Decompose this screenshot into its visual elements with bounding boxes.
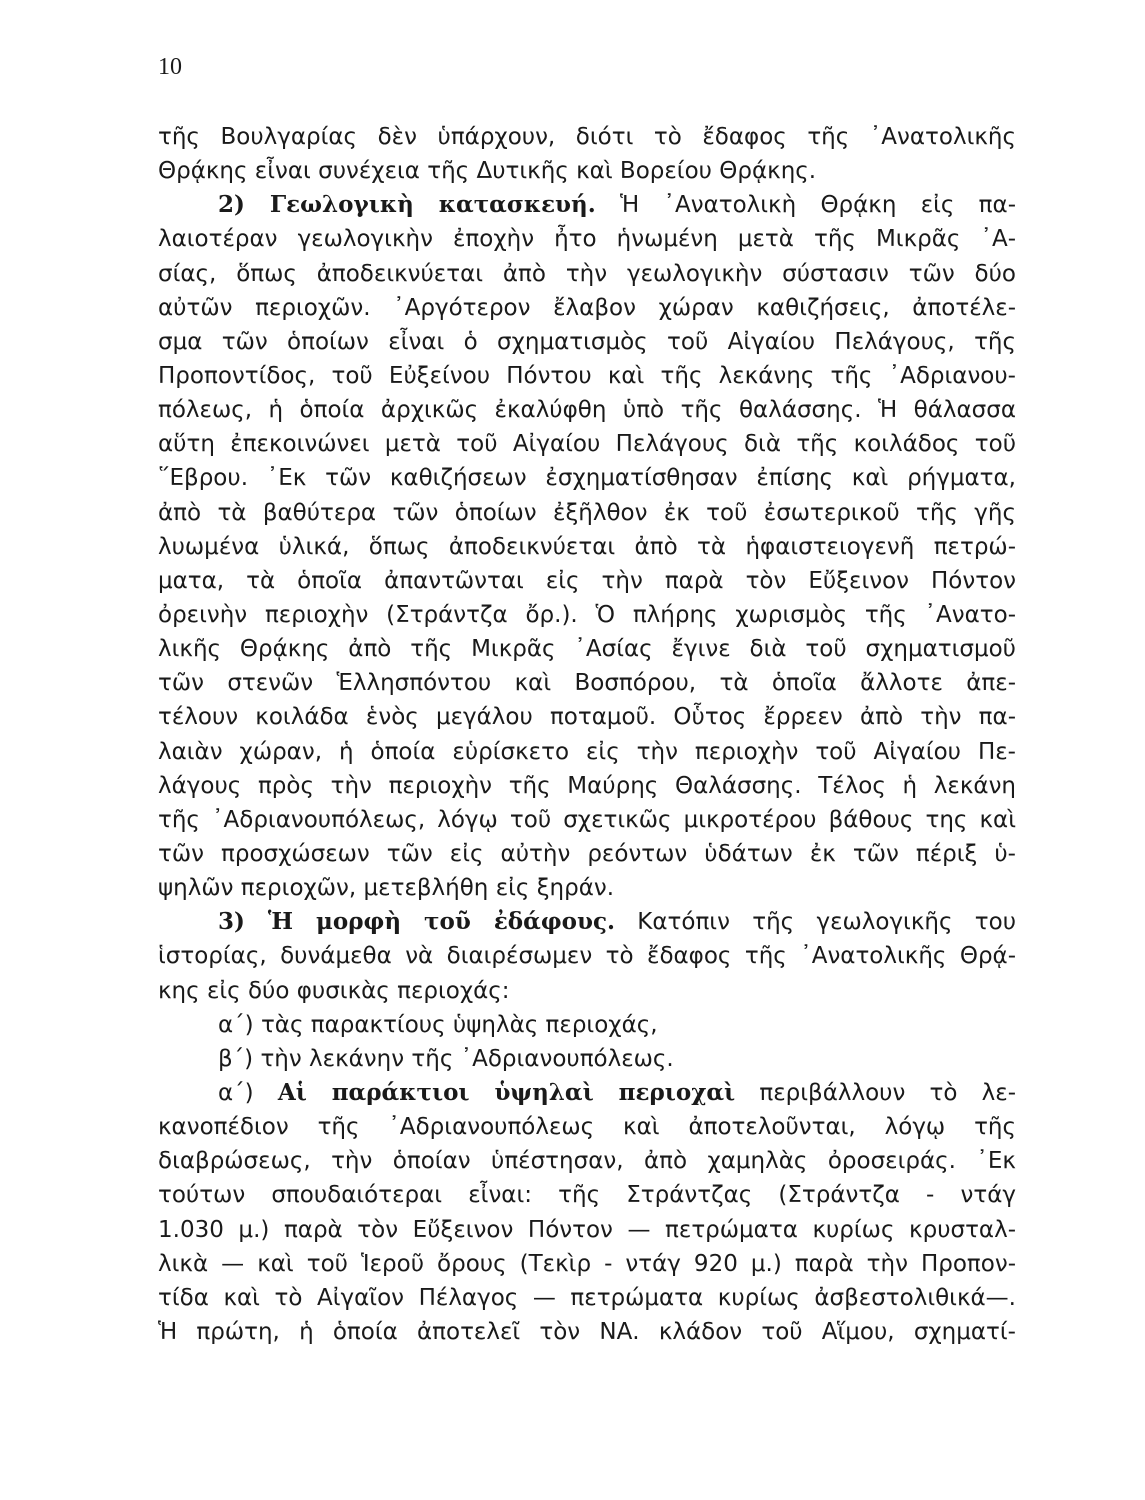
line-text: Ἡ ᾿Ανατολικὴ Θρᾴκη εἰς πα- [595, 192, 1016, 219]
text-line: ματα, τὰ ὁποῖα ἀπαντῶνται εἰς τὴν παρὰ τὸν Εὔξεινον Πόντον [158, 567, 1016, 594]
text-line: τῶν στενῶν Ἑλλησπόντου καὶ Βοσπόρου, τὰ ὁποῖα ἄλλοτε ἀπε- [158, 670, 1016, 697]
text-line: ἱστορίας, δυνάμεθα νὰ διαιρέσωμεν τὸ ἔδαφος τῆς ᾿Ανατολικῆς Θρᾴ- [158, 943, 1016, 970]
text-line [158, 905, 1016, 939]
text-line: λυωμένα ὑλικά, ὅπως ἀποδεικνύεται ἀπὸ τὰ ἡφαιστειογενῆ πετρώ- [158, 533, 1016, 560]
text-line: λικῆς Θρᾴκης ἀπὸ τῆς Μικρᾶς ᾿Ασίας ἔγινε διὰ τοῦ σχηματισμοῦ [158, 636, 1016, 663]
text-line: λαιὰν χώραν, ἡ ὁποία εὑρίσκετο εἰς τὴν περιοχὴν τοῦ Αἰγαίου Πε- [158, 738, 1016, 765]
text-line [158, 188, 1016, 222]
text-line: τίδα καὶ τὸ Αἰγαῖον Πέλαγος — πετρώματα κυρίως ἀσβεστολιθικά—. [158, 1284, 1016, 1311]
text-line: λικὰ — καὶ τοῦ Ἱεροῦ ὄρους (Τεκὶρ - ντάγ 920 μ.) παρὰ τὴν Προπον- [158, 1250, 1016, 1277]
text-line: ῞Εβρου. ᾿Εκ τῶν καθιζήσεων ἐσχηματίσθησαν ἐπίσης καὶ ρήγματα, [158, 465, 1016, 492]
text-line: λαιοτέραν γεωλογικὴν ἐποχὴν ἦτο ἡνωμένη μετὰ τῆς Μικρᾶς ᾿Α- [158, 226, 1016, 253]
text-line: κης εἰς δύο φυσικὰς περιοχάς: [158, 977, 510, 1004]
text-line: τῶν προσχώσεων τῶν εἰς αὐτὴν ρεόντων ὑδάτων ἐκ τῶν πέριξ ὑ- [158, 840, 1016, 867]
text-line: λάγους πρὸς τὴν περιοχὴν τῆς Μαύρης Θαλάσσης. Τέλος ἡ λεκάνη [158, 772, 1016, 799]
text-line: τούτων σπουδαιότεραι εἶναι: τῆς Στράντζας (Στράντζα - ντάγ [158, 1182, 1016, 1209]
text-line: σίας, ὅπως ἀποδεικνύεται ἀπὸ τὴν γεωλογικὴν σύστασιν τῶν δύο [158, 260, 1016, 287]
text-line: 1.030 μ.) παρὰ τὸν Εὔξεινον Πόντον — πετρώματα κυρίως κρυσταλ- [158, 1216, 1016, 1243]
text-line: τέλουν κοιλάδα ἑνὸς μεγάλου ποταμοῦ. Οὗτος ἔρρεεν ἀπὸ τὴν πα- [158, 704, 1016, 731]
text-line: τῆς Βουλγαρίας δὲν ὑπάρχουν, διότι τὸ ἔδαφος τῆς ᾿Ανατολικῆς [158, 124, 1016, 150]
line-text: Κατόπιν τῆς γεωλογικῆς του [614, 909, 1016, 936]
text-line: τῆς ᾿Αδριανουπόλεως, λόγῳ τοῦ σχετικῶς μικροτέρου βάθους της καὶ [158, 806, 1016, 833]
text-line: Θρᾴκης εἶναι συνέχεια τῆς Δυτικῆς καὶ Βορείου Θρᾴκης. [158, 158, 817, 185]
text-line: πόλεως, ἡ ὁποία ἀρχικῶς ἐκαλύφθη ὑπὸ τῆς θαλάσσης. Ἡ θάλασσα [158, 397, 1016, 424]
subsection-heading: Αἱ παράκτιοι ὑψηλαὶ περιοχαὶ [277, 1078, 736, 1106]
text-line: αὐτῶν περιοχῶν. ᾿Αργότερον ἔλαβον χώραν καθιζήσεις, ἀποτέλε- [158, 294, 1016, 321]
text-line: Ἡ πρώτη, ἡ ὁποία ἀποτελεῖ τὸν ΝΑ. κλάδον τοῦ Αἵμου, σχηματί- [158, 1318, 1016, 1345]
text-line: ψηλῶν περιοχῶν, μετεβλήθη εἰς ξηράν. [158, 875, 615, 902]
text-line: διαβρώσεως, τὴν ὁποίαν ὑπέστησαν, ἀπὸ χαμηλὰς ὀροσειράς. ᾿Εκ [158, 1148, 1016, 1175]
text-line: κανοπέδιον τῆς ᾿Αδριανουπόλεως καὶ ἀποτελοῦνται, λόγῳ τῆς [158, 1114, 1016, 1141]
text-line: ἀπὸ τὰ βαθύτερα τῶν ὁποίων ἐξῆλθον ἐκ τοῦ ἐσωτερικοῦ τῆς γῆς [158, 499, 1016, 526]
text-line [158, 1076, 1016, 1110]
section-heading: 2) Γεωλογικὴ κατασκευή. [218, 191, 596, 219]
text-line: ὀρεινὴν περιοχὴν (Στράντζα ὄρ.). Ὁ πλήρης χωρισμὸς τῆς ᾿Ανατο- [158, 601, 1016, 628]
page-number: 10 [158, 54, 182, 80]
line-text: περιβάλλουν τὸ λε- [735, 1079, 1016, 1106]
body-text [158, 120, 1016, 1349]
section-heading: 3) Ἡ μορφὴ τοῦ ἐδάφους. [218, 908, 615, 936]
text-line: Προποντίδος, τοῦ Εὐξείνου Πόντου καὶ τῆς λεκάνης τῆς ᾿Αδριανου- [158, 362, 1016, 389]
item-marker: α΄) [218, 1079, 278, 1106]
text-line: α΄) τὰς παρακτίους ὑψηλὰς περιοχάς, [218, 1011, 658, 1038]
text-line: β΄) τὴν λεκάνην τῆς ᾿Αδριανουπόλεως. [218, 1045, 674, 1072]
text-line: αὕτη ἐπεκοινώνει μετὰ τοῦ Αἰγαίου Πελάγους διὰ τῆς κοιλάδος τοῦ [158, 431, 1016, 458]
text-line: σμα τῶν ὁποίων εἶναι ὁ σχηματισμὸς τοῦ Αἰγαίου Πελάγους, τῆς [158, 328, 1016, 355]
